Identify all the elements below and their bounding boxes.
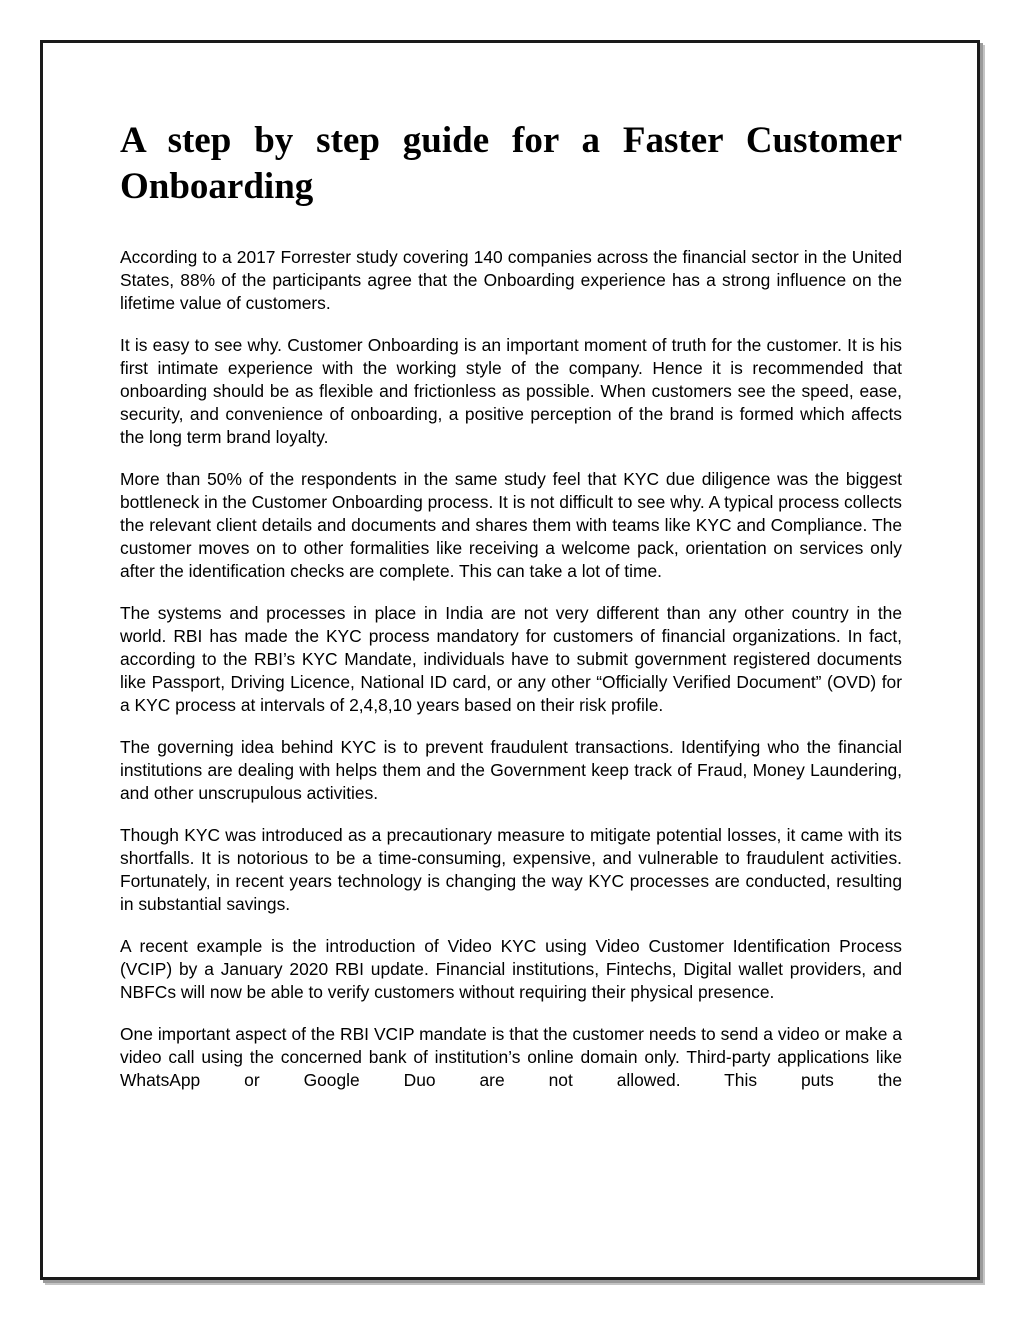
paragraph-kyc-purpose: The governing idea behind KYC is to prevent fraudulent transactions. Identifying who the financial institutions are dealing with helps them and the Government keep track of Fraud, Money Laundering, and other unscrupulous activities.: [120, 737, 902, 803]
paragraph-video-kyc: A recent example is the introduction of Video KYC using Video Customer Identification Process (VCIP) by a January 2020 RBI update. Financial institutions, Fintechs, Digital wallet providers, and NBFCs will now be able to verify customers without requiring their physical presence.: [120, 936, 902, 1002]
document-title: A step by step guide for a Faster Customer Onboarding: [120, 120, 902, 207]
document-body: [120, 118, 902, 1111]
paragraph-india-rbi-kyc: The systems and processes in place in India are not very different than any other country in the world. RBI has made the KYC process mandatory for customers of financial organizations. In fact, according to the RBI’s KYC Mandate, individuals have to submit government registered documents like Passport, Driving Licence, National ID card, or any other “Officially Verified Document” (OVD) for a KYC process at intervals of 2,4,8,10 years based on their risk profile.: [120, 603, 902, 715]
paragraph-vcip-mandate: One important aspect of the RBI VCIP mandate is that the customer needs to send a video or make a video call using the concerned bank of institution’s online domain only. Third-party applications like WhatsApp or Google Duo are not allowed. This puts the: [120, 1024, 902, 1090]
paragraph-kyc-bottleneck: More than 50% of the respondents in the same study feel that KYC due diligence was the biggest bottleneck in the Customer Onboarding process. It is not difficult to see why. A typical process collects the relevant client details and documents and shares them with teams like KYC and Compliance. The customer moves on to other formalities like receiving a welcome pack, orientation on services only after the identification checks are complete. This can take a lot of time.: [120, 469, 902, 581]
paragraph-moment-of-truth: It is easy to see why. Customer Onboarding is an important moment of truth for the customer. It is his first intimate experience with the working style of the company. Hence it is recommended that onboarding should be as flexible and frictionless as possible. When customers see the speed, ease, security, and convenience of onboarding, a positive perception of the brand is formed which affects the long term brand loyalty.: [120, 335, 902, 447]
paragraph-kyc-shortfalls: Though KYC was introduced as a precautionary measure to mitigate potential losses, it came with its shortfalls. It is notorious to be a time-consuming, expensive, and vulnerable to fraudulent activities. Fortunately, in recent years technology is changing the way KYC processes are conducted, resulting in substantial savings.: [120, 825, 902, 914]
paragraph-forrester-study: According to a 2017 Forrester study covering 140 companies across the financial sector in the United States, 88% of the participants agree that the Onboarding experience has a strong influence on the lifetime value of customers.: [120, 247, 902, 313]
